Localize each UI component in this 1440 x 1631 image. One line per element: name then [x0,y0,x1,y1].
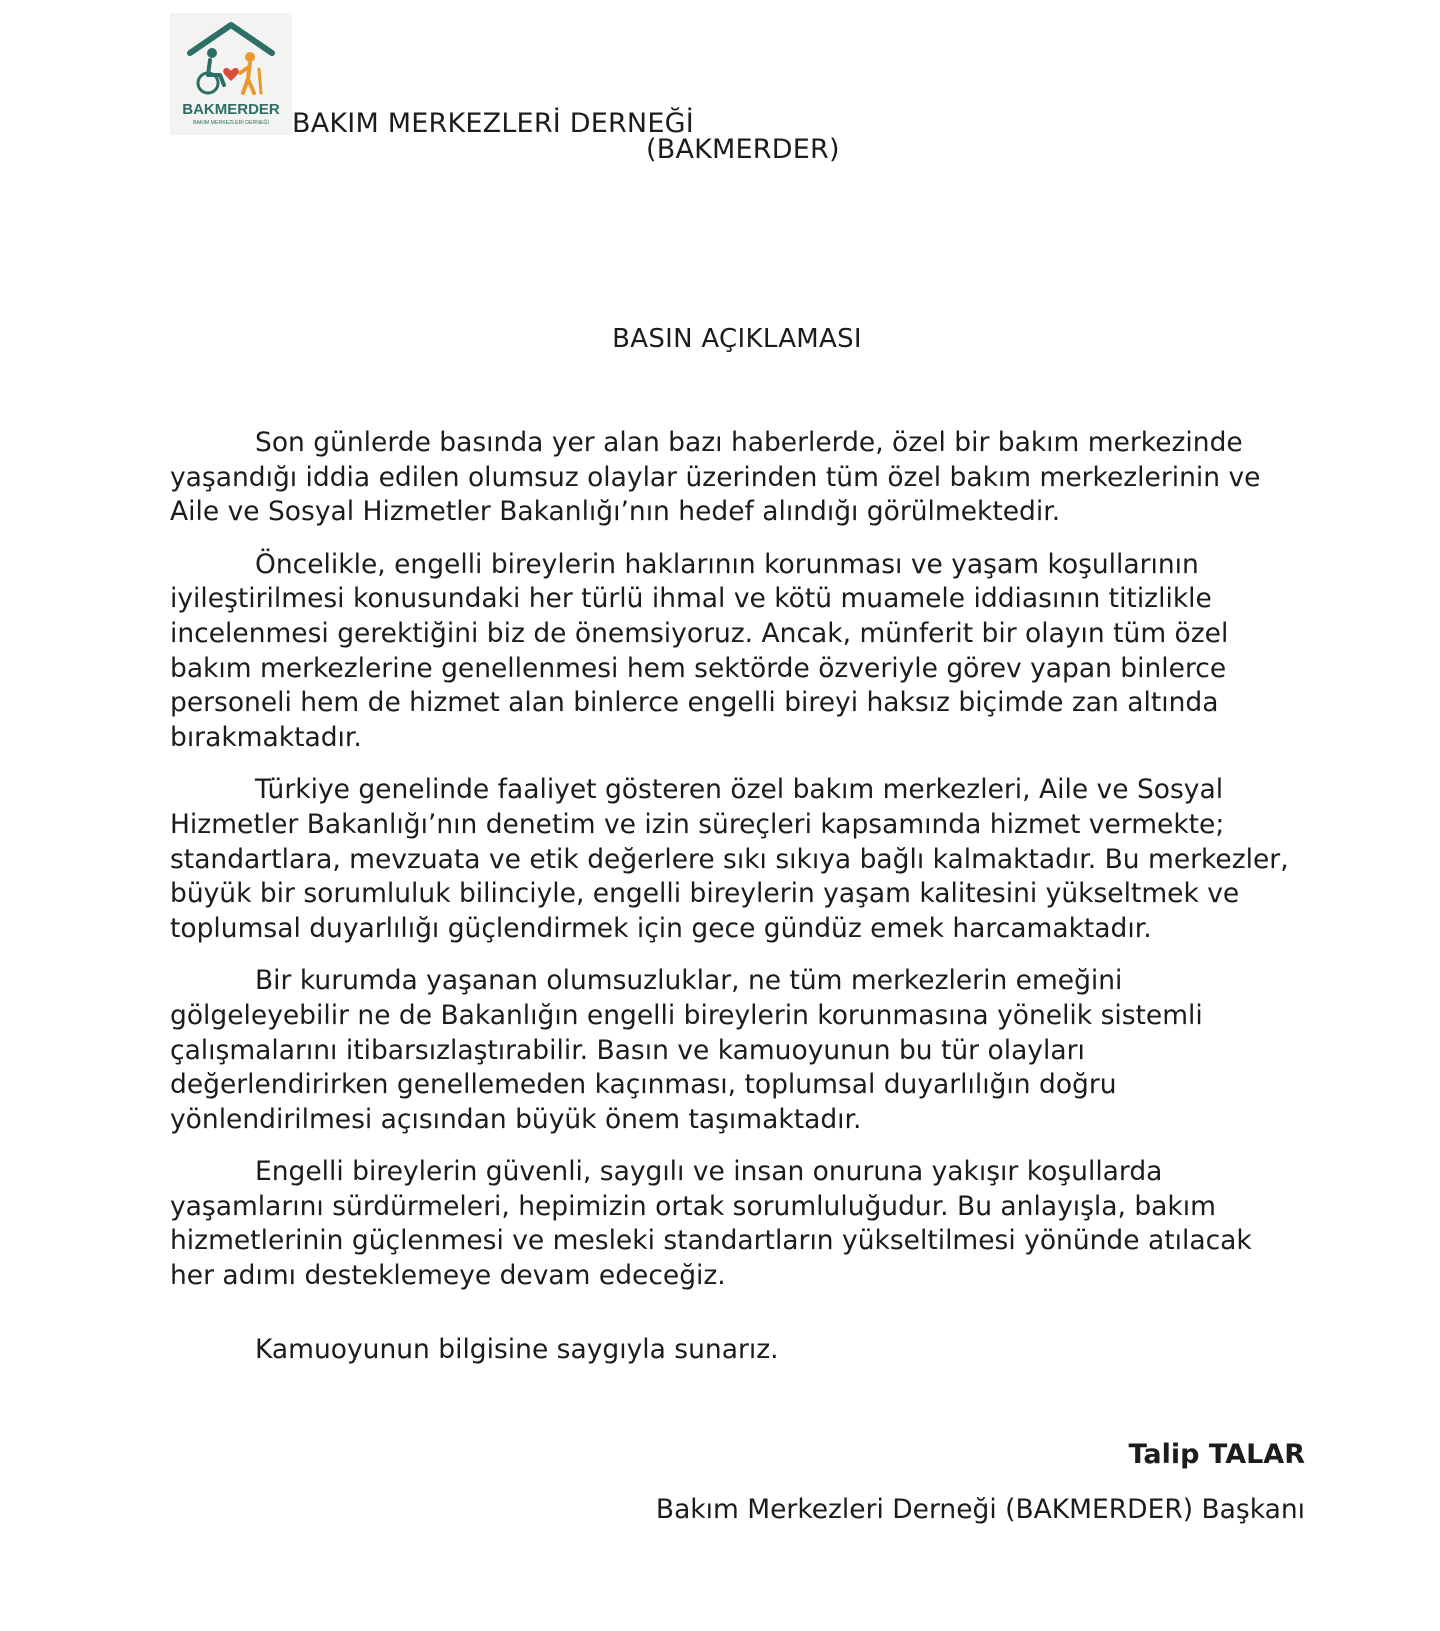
logo-subtitle-text: BAKIM MERKEZLERİ DERNEĞİ [193,120,269,126]
document-title: BASIN AÇIKLAMASI [612,324,862,354]
signatory-title: Bakım Merkezleri Derneği (BAKMERDER) Başkanı [655,1494,1305,1525]
closing-line: Kamuoyunun bilgisine saygıyla sunarız. [255,1334,779,1365]
org-abbreviation: (BAKMERDER) [646,134,840,165]
logo-brand-text: BAKMERDER [182,101,280,118]
paragraph: Son günlerde basında yer alan bazı haberlerde, özel bir bakım merkezinde yaşandığı iddia edilen olumsuz olaylar üzerinden tüm özel bakım merkezlerinin ve Aile ve Sosyal Hizmetler Bakanlığı’nın hedef alındığı görülmektedir. [170,427,1261,528]
house-care-icon [170,13,292,135]
signatory-name: Talip TALAR [1128,1439,1305,1470]
paragraph: Öncelikle, engelli bireylerin haklarının korunması ve yaşam koşullarının iyileştirilmesi konusundaki her türlü ihmal ve kötü muamele iddiasının titizlikle incelenmesi gerektiğini biz de önemsiyoruz. Ancak, münferit bir olayın tüm özel bakım merkezlerine genellenmesi hem sektörde özveriyle görev yapan binlerce personeli hem de hizmet alan binlerce engelli bireyi haksız biçimde zan altında bırakmaktadır. [170,548,1229,753]
signature-block [656,1439,1305,1525]
paragraph: Bir kurumda yaşanan olumsuzluklar, ne tüm merkezlerin emeğini gölgeleyebilir ne de Bakanlığın engelli bireylerin korunmasına yönelik sistemli çalışmalarını itibarsızlaştırabilir. Basın ve kamuoyunun bu tür olayları değerlendirirken genellemeden kaçınması, toplumsal duyarlılığın doğru yönlendirilmesi açısından büyük önem taşımaktadır. [170,965,1203,1135]
statement-body [170,426,1290,1312]
paragraph: Türkiye genelinde faaliyet gösteren özel bakım merkezleri, Aile ve Sosyal Hizmetler Bakanlığı’nın denetim ve izin süreçleri kapsamında hizmet vermekte; standartlara, mevzuata ve etik değerlere sıkı sıkıya bağlı kalmaktadır. Bu merkezler, büyük bir sorumluluk bilinciyle, engelli bireylerin yaşam kalitesini yükseltmek ve toplumsal duyarlılığı güçlendirmek için gece gündüz emek harcamaktadır. [170,774,1289,944]
paragraph: Engelli bireylerin güvenli, saygılı ve insan onuruna yakışır koşullarda yaşamlarını sürdürmeleri, hepimizin ortak sorumluluğudur. Bu anlayışla, bakım hizmetlerinin güçlenmesi ve mesleki standartların yükseltilmesi yönünde atılacak her adımı desteklemeye devam edeceğiz. [170,1156,1252,1292]
org-name: BAKIM MERKEZLERİ DERNEĞİ [292,108,694,139]
bakmerder-logo [170,13,292,135]
